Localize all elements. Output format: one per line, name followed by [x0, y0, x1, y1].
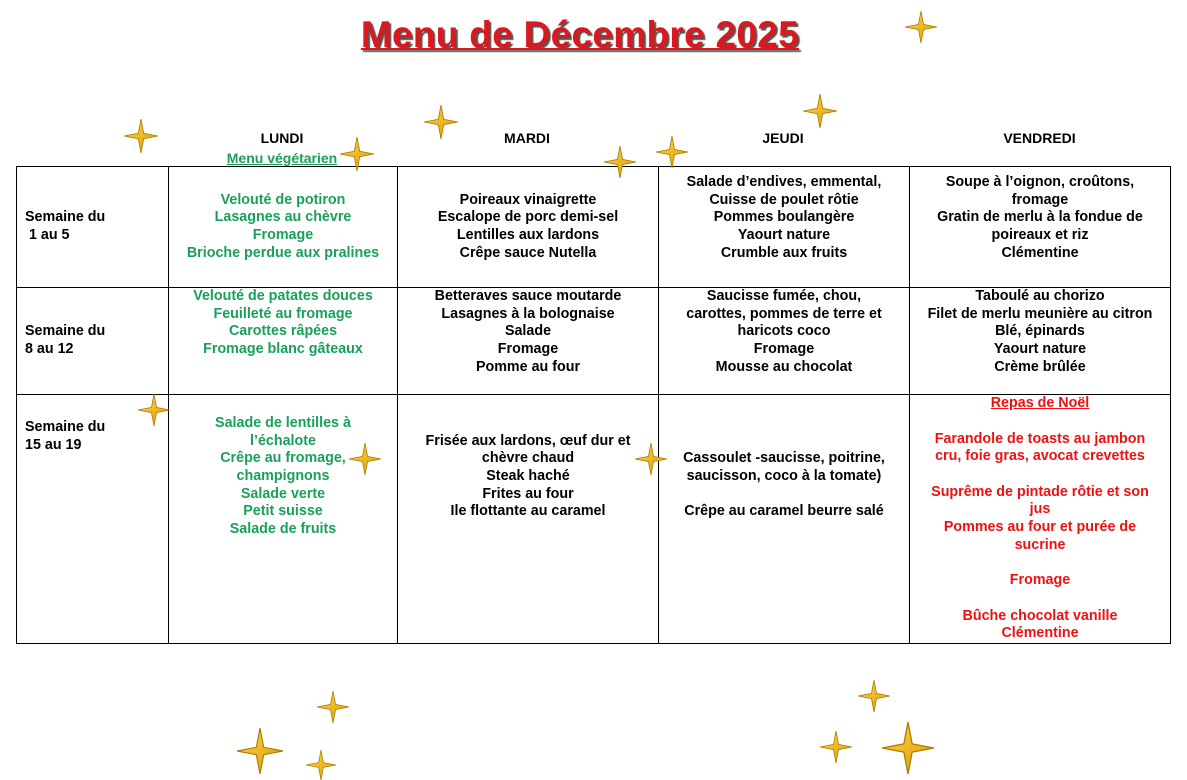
menu-line: Suprême de pintade rôtie et son [931, 483, 1149, 500]
menu-line [173, 174, 393, 192]
star-icon [604, 146, 636, 178]
menu-cell-jeudi [659, 288, 910, 395]
menu-line: Velouté de patates douces [193, 288, 373, 304]
day-header-vendredi: VENDREDI [1003, 130, 1076, 146]
menu-line [663, 397, 905, 415]
star-icon [124, 119, 158, 153]
menu-line [914, 555, 1166, 573]
menu-cell-jeudi [659, 395, 910, 644]
menu-line: Taboulé au chorizo [975, 288, 1105, 304]
menu-line: Blé, épinards [995, 323, 1085, 340]
menu-line: Steak haché [486, 467, 570, 484]
page-title: Menu de Décembre 2025 [360, 14, 800, 55]
menu-line [663, 486, 905, 504]
menu-line: Ile flottante au caramel [450, 503, 606, 520]
menu-line [914, 590, 1166, 608]
star-icon [858, 680, 890, 712]
menu-line: Fromage [753, 341, 815, 358]
menu-line: Salade de fruits [229, 521, 337, 538]
menu-line-blank [173, 262, 393, 280]
menu-line [663, 433, 905, 451]
menu-cell-lundi [169, 288, 398, 395]
menu-line: Crêpe au caramel beurre salé [684, 503, 884, 520]
menu-line: Pommes boulangère [713, 209, 855, 226]
christmas-meal-title: Repas de Noël [990, 395, 1090, 412]
menu-line: Salade verte [240, 485, 326, 502]
menu-line: Betteraves sauce moutarde [434, 288, 622, 304]
star-icon [237, 728, 283, 774]
menu-line: Velouté de potiron [220, 191, 346, 208]
menu-line: fromage [1011, 191, 1069, 208]
week-label-line: Semaine du [25, 419, 106, 436]
menu-line: Fromage [252, 227, 314, 243]
menu-line: haricots coco [737, 323, 831, 340]
star-icon [803, 94, 837, 128]
star-icon [424, 105, 458, 139]
menu-line [402, 415, 654, 433]
star-icon [306, 750, 336, 780]
menu-cell-mardi [398, 167, 659, 288]
week-label [17, 167, 169, 288]
menu-line: Clémentine [1001, 244, 1079, 261]
menu-line: sucrine [1014, 536, 1066, 553]
star-icon [656, 136, 688, 168]
menu-cell-mardi [398, 288, 659, 395]
menu-line: Frisée aux lardons, œuf dur et [425, 432, 631, 449]
menu-line [914, 413, 1166, 431]
menu-cell-jeudi [659, 167, 910, 288]
menu-line: Carottes râpées [228, 323, 338, 340]
menu-line: Lasagnes au chèvre [214, 209, 352, 226]
week-label-line: 15 au 19 [25, 436, 82, 453]
menu-line-blank [173, 377, 393, 395]
star-icon [882, 722, 934, 774]
week-row-1 [17, 167, 1171, 288]
menu-line [663, 415, 905, 433]
menu-line: Crème brûlée [994, 358, 1086, 375]
week-label-line: Semaine du [25, 323, 106, 340]
menu-line: Farandole de toasts au jambon [934, 430, 1146, 447]
week-label-line: Semaine du [25, 209, 106, 226]
menu-line: Escalope de porc demi-sel [437, 209, 619, 226]
menu-cell-lundi [169, 395, 398, 644]
week-row-3 [17, 395, 1171, 644]
menu-line: Pommes au four et purée de [943, 519, 1137, 536]
menu-cell-vendredi [910, 288, 1171, 395]
menu-line: Pomme au four [475, 358, 581, 375]
star-icon [317, 691, 349, 723]
menu-line [173, 397, 393, 415]
menu-line [914, 466, 1166, 484]
week-row-2 [17, 288, 1171, 395]
menu-line: chèvre chaud [481, 450, 575, 467]
menu-cell-lundi [169, 167, 398, 288]
menu-line: Filet de merlu meunière au citron [927, 305, 1153, 322]
menu-line-blank [402, 377, 654, 395]
menu-line: Cassoulet -saucisse, poitrine, [683, 450, 885, 467]
menu-line: Salade [504, 323, 552, 340]
week-label-line: 8 au 12 [25, 341, 74, 358]
menu-line-blank [402, 262, 654, 280]
menu-line: Salade d’endives, emmental, [686, 173, 882, 190]
menu-line: Yaourt nature [993, 341, 1087, 358]
star-icon [138, 394, 170, 426]
menu-line: cru, foie gras, avocat crevettes [935, 448, 1145, 465]
menu-line: Crêpe sauce Nutella [459, 244, 597, 261]
menu-line: l’échalote [250, 432, 316, 449]
menu-line: Cuisse de poulet rôtie [709, 191, 859, 208]
menu-line: Gratin de merlu à la fondue de [937, 209, 1143, 226]
menu-line: Lentilles aux lardons [456, 227, 600, 243]
star-icon [820, 731, 852, 763]
day-header-mardi: MARDI [504, 130, 550, 146]
menu-line: Fromage [497, 341, 559, 358]
menu-line: Crêpe au fromage, [220, 450, 346, 467]
week-label [17, 288, 169, 395]
menu-cell-vendredi [910, 167, 1171, 288]
star-icon [349, 443, 381, 475]
menu-line: Bûche chocolat vanille [962, 607, 1118, 624]
menu-line: Brioche perdue aux pralines [186, 244, 380, 261]
menu-line: Saucisse fumée, chou, [706, 288, 862, 304]
week-label [17, 395, 169, 644]
menu-line: Salade de lentilles à [215, 414, 351, 431]
menu-line: Soupe à l’oignon, croûtons, [945, 173, 1135, 190]
menu-table [16, 166, 1171, 644]
menu-line: jus [1029, 501, 1051, 518]
menu-line: Lasagnes à la bolognaise [441, 305, 615, 322]
day-header-jeudi: JEUDI [762, 130, 804, 146]
menu-line: Yaourt nature [737, 227, 831, 243]
menu-line: Frites au four [482, 485, 574, 502]
menu-line: Petit suisse [243, 503, 323, 520]
menu-line: carottes, pommes de terre et [686, 305, 882, 322]
menu-line: Mousse au chocolat [715, 358, 853, 375]
menu-line: Feuilleté au fromage [213, 305, 353, 322]
menu-line: Poireaux vinaigrette [459, 191, 597, 208]
menu-cell-mardi [398, 395, 659, 644]
menu-line: Clémentine [1001, 625, 1079, 642]
menu-line: champignons [236, 468, 330, 484]
menu-line-blank [173, 359, 393, 377]
menu-line: poireaux et riz [991, 227, 1089, 243]
day-header-lundi: LUNDI [260, 130, 304, 146]
menu-line: Fromage [1009, 572, 1071, 589]
week-label-line: 1 au 5 [25, 227, 70, 243]
menu-line [402, 397, 654, 415]
menu-line-blank [914, 262, 1166, 280]
star-icon [340, 137, 374, 171]
menu-line-blank [914, 377, 1166, 395]
star-icon [905, 11, 937, 43]
menu-cell-vendredi-noel [910, 395, 1171, 644]
menu-line: Fromage blanc gâteaux [203, 341, 363, 358]
menu-line: Crumble aux fruits [720, 244, 848, 261]
vegetarian-menu-subtitle: Menu végétarien [226, 150, 338, 166]
menu-line-blank [663, 377, 905, 395]
star-icon [635, 443, 667, 475]
menu-line: saucisson, coco à la tomate) [686, 467, 882, 484]
menu-line-blank [663, 262, 905, 280]
